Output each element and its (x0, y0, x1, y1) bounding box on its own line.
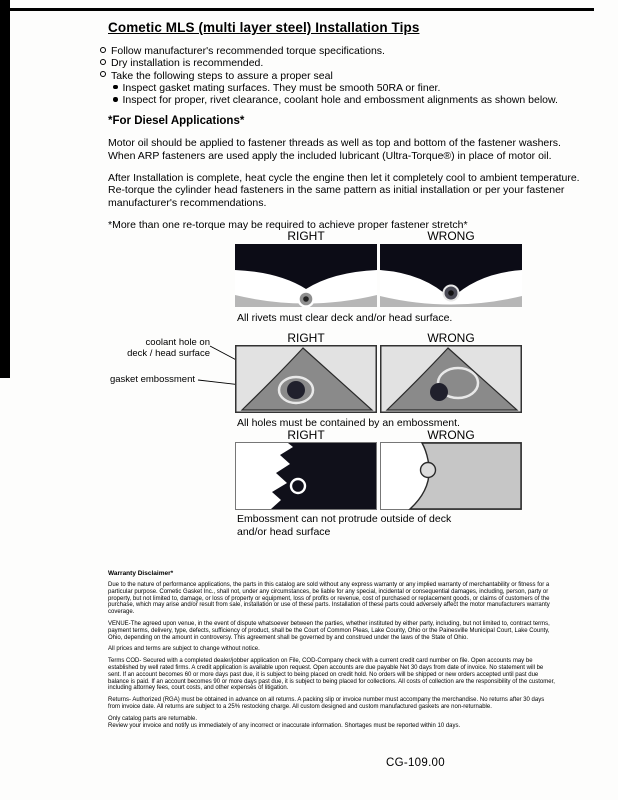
bullet-circle-icon (100, 47, 106, 53)
bolt-hole (291, 479, 305, 493)
row2-wrong-label: WRONG (427, 331, 475, 345)
row3-wrong-label: WRONG (427, 428, 475, 442)
diesel-heading: *For Diesel Applications* (108, 115, 245, 127)
diagram-row2-right (235, 345, 377, 413)
tip-item (100, 57, 585, 69)
row1-right-label: RIGHT (287, 229, 325, 243)
disclaimer-paragraph: Returns- Authorized (RGA) must be obtained in advance on all returns. A packing slip or invoice number must accompany the merchandise. No returns after 30 days from invoice date. All returns are subject to a 25% restocking charge. All custom designed and custom manufactured gaskets are non-returnable. (108, 697, 545, 710)
tip-item (100, 70, 585, 82)
bullet-circle-icon (100, 59, 106, 65)
rivet-overlap-diagram (380, 244, 522, 307)
diagram-row2-wrong (380, 345, 522, 413)
hole-contained-diagram (235, 345, 377, 413)
hole-uncontained-diagram (380, 345, 522, 413)
disclaimer-paragraph: Only catalog parts are returnable. (108, 715, 198, 722)
diagram-row1-right (235, 244, 377, 307)
row3-caption: Embossment can not protrude outside of deck and/or head surface (237, 513, 452, 538)
bolt-hole (421, 463, 436, 478)
tip-sub-item-text: Inspect for proper, rivet clearance, coolant hole and embossment alignments as shown below. (122, 94, 558, 107)
diagram-row1-wrong (380, 244, 522, 307)
scan-edge-top-bar (0, 8, 594, 11)
row1-caption: All rivets must clear deck and/or head surface. (237, 312, 453, 324)
tip-sub-item-text: Inspect gasket mating surfaces. They must be smooth 50RA or finer. (122, 81, 441, 94)
tip-item-text: Follow manufacturer's recommended torque specifications. (111, 45, 385, 57)
tip-item-text: Take the following steps to assure a proper seal (111, 69, 333, 82)
embossment-protruding-diagram (380, 442, 522, 510)
disclaimer-paragraph: Due to the nature of performance applications, the parts in this catalog are sold without any express warranty or any implied warranty of merchantability or fitness for a particular purpose. Cometic Gasket Inc., shall not, under any circumstances, be liable for any special, incidental or consequential damages, including, person, party or property, but not limited to, damage, or loss of property or equipment, loss of profits or revenue, cost of purchased or replacement goods, or claims of customers of the purchase, which may arise and/or result from sale, installation or use of these parts. Installation of these parts could adversely affect the motor manufacturers warranty coverage. (108, 582, 550, 616)
diagram-row3-right (235, 442, 377, 510)
diesel-paragraph-2: After Installation is complete, heat cycle the engine then let it completely cool to ambient temperature. Re-torque the cylinder head fasteners in the same pattern as initial installation or per your fastener manufacturer's recommendations. (108, 171, 580, 210)
disclaimer-paragraph: Review your invoice and notify us immediately of any incorrect or inaccurate information. Shortages must be reported within 10 days. (108, 722, 461, 729)
tip-item-text: Dry installation is recommended. (111, 57, 264, 70)
diesel-paragraph-1: Motor oil should be applied to fastener threads as well as top and bottom of the fastener washers. When ARP fasteners are used apply the included lubricant (Ultra-Torque®) in place of motor oil. (108, 137, 561, 162)
row1-wrong-label: WRONG (427, 229, 475, 243)
diesel-applications-section (108, 115, 580, 241)
coolant-hole-label-line2: deck / head surface (127, 348, 210, 359)
gasket-embossment-label: gasket embossment (109, 374, 195, 385)
warranty-disclaimer-section (108, 570, 556, 734)
disclaimer-paragraph: VENUE-The agreed upon venue, in the event of dispute whatsoever between the parties, whether instituted by either party, including, but not limited to, contract terms, payment terms, delivery, type, defects, sufficiency of product, shall be the Court of Common Pleas, Lake County, Ohio or the Painesville Municipal Court, Lake County, Ohio, depending on the amount in controversy. This agreement shall be governed by and construed under the laws of the State of Ohio. (108, 620, 550, 641)
disclaimer-heading: Warranty Disclaimer* (108, 570, 174, 577)
bullet-circle-icon (100, 71, 106, 77)
tip-item (100, 45, 585, 57)
rivet-clear-diagram (235, 244, 377, 307)
page-number: CG-109.00 (386, 757, 445, 769)
coolant-hole (287, 381, 305, 399)
disclaimer-paragraph: All prices and terms are subject to change without notice. (108, 646, 260, 653)
disclaimer-paragraph: Terms COD- Secured with a completed dealer/jobber application on File, COD-Company check with a current credit card number on file. Open accounts may be established by well rated firms. A credit application is available upon request. Open accounts are due payable Net 30 days from date of invoice. No statement will be sent. If an account becomes 60 or more days past due, it is subject to being placed on credit hold. No orders will be shipped or new orders accepted until past due balance is paid. If an account becomes 90 or more days past due, it is subject to being placed for collections. All costs of collection are the responsibility of the customer, including attorney fees, court costs, and other expenses of litigation. (108, 658, 555, 692)
embossment-inside-diagram (235, 442, 377, 510)
coolant-hole-label-line1: coolant hole on (145, 337, 210, 348)
row2-right-label: RIGHT (287, 331, 325, 345)
row3-right-label: RIGHT (287, 428, 325, 442)
tip-sub-item (113, 94, 585, 106)
coolant-hole (430, 383, 448, 401)
tip-sub-item (113, 82, 585, 94)
bullet-dot-icon (113, 97, 118, 102)
diagram-row3-wrong (380, 442, 522, 510)
coolant-hole-label (110, 337, 210, 359)
scan-edge-left-bar (0, 0, 10, 378)
installation-tips-list (100, 45, 585, 106)
page-title: Cometic MLS (multi layer steel) Installation Tips (108, 20, 420, 35)
row2-caption: All holes must be contained by an embossment. (237, 417, 460, 429)
retorque-note: *More than one re-torque may be required to achieve proper fastener stretch* (108, 218, 468, 231)
bullet-dot-icon (113, 85, 118, 90)
